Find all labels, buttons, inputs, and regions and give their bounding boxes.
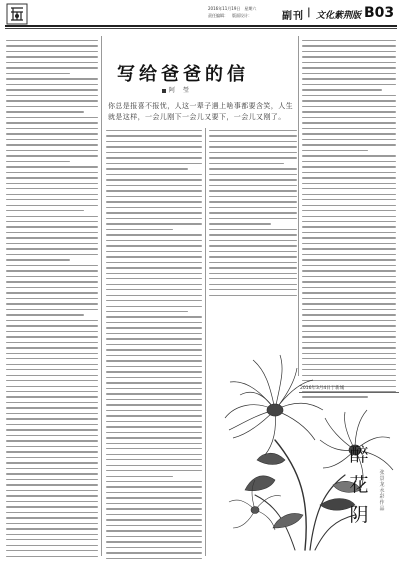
article-dateline: 2016年3月4日于新城 [300,386,345,391]
article-title: 写给爸爸的信 [117,64,249,85]
article-subtitle: 你总是报喜不报忧，人这一辈子遇上啥事都要含笑，人生就是这样，一会儿刚下一会儿又要下，一会儿又刚了。 [108,102,293,121]
section-name: 文化紫荆版 [316,11,362,21]
header-rule-thin [5,28,397,29]
chrysanthemum-painting [215,300,400,555]
body-text-column-2 [106,130,202,561]
section-label: 副刊 [282,11,304,22]
page-number: B03 [364,5,395,21]
section-divider: | [307,7,311,18]
newspaper-logo [6,3,28,25]
masthead [0,0,402,26]
header-rule [5,25,397,27]
editor-credits: 责任编辑： 版面设计： [208,13,252,18]
column-rule [205,128,206,556]
author-byline: 阿 瑩 [162,85,190,94]
painting-title: 醉花阴 [349,444,369,526]
body-text-column-1 [6,40,98,561]
painting-credit: 张景龙水彩作品 [379,470,385,512]
body-text-column-3 [209,130,297,300]
column-rule [101,36,102,556]
issue-date: 2016年11月19日 星期六 [208,6,257,11]
